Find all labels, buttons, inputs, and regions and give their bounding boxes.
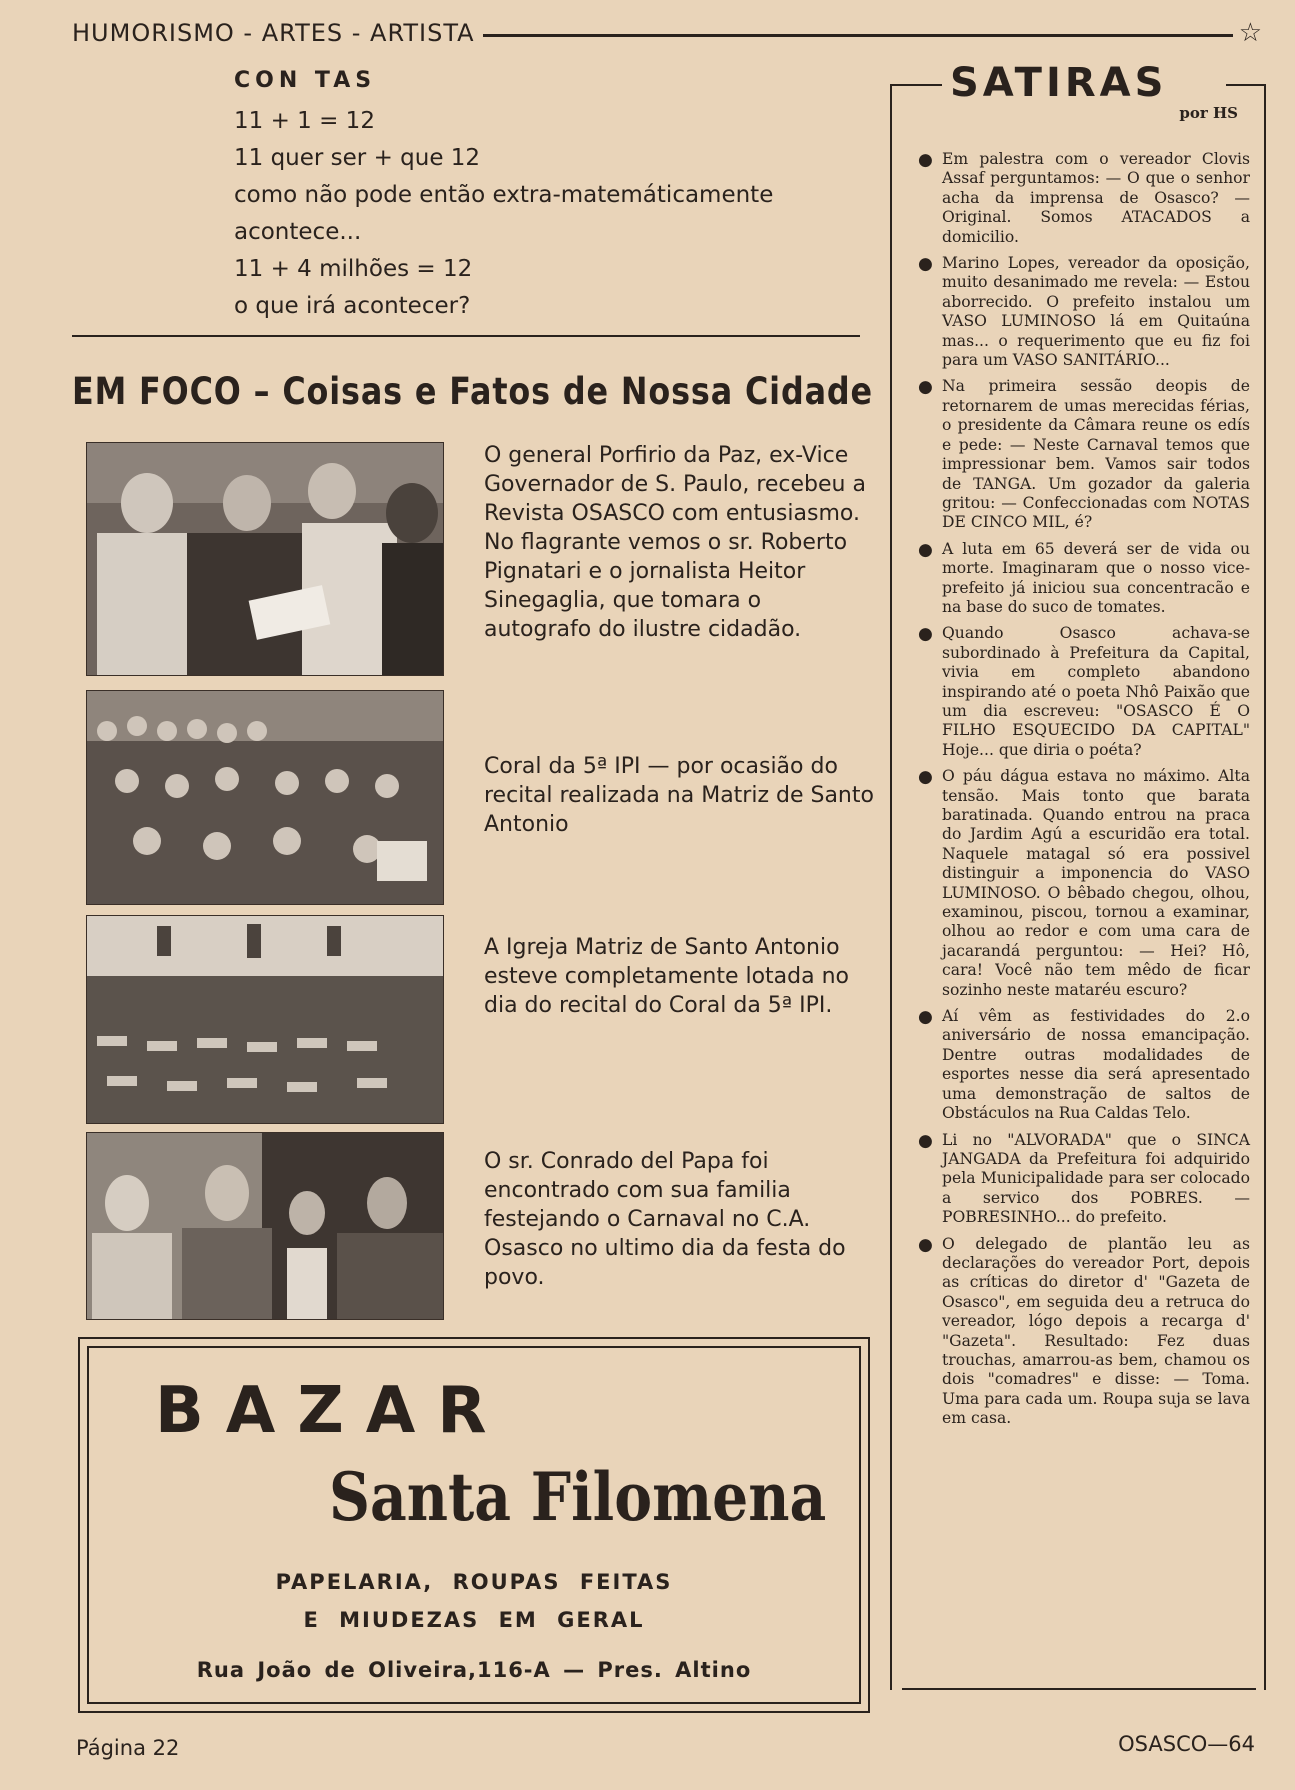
star-icon: ☆ [1238, 18, 1262, 48]
contas-line: 11 + 1 = 12 [234, 108, 375, 134]
section-divider [72, 335, 860, 337]
bullet-icon: ● [918, 767, 933, 788]
satiras-top-rule-right [1226, 84, 1266, 86]
contas-line: 11 quer ser + que 12 [234, 145, 481, 171]
bullet-icon: ● [918, 254, 933, 275]
photo-conrado-familia [86, 1132, 444, 1320]
list-item [918, 1235, 1250, 1429]
list-item [918, 377, 1250, 532]
satira-text: Na primeira sessão deopis de retornarem de umas merecidas férias, o presidente da Câmara reune os edís e pede: — Neste Carnaval temos que impressionar bem. Vamos sair todos de TANGA. Um gozador da galeria gritou: — Confeccionadas com NOTAS DE CINCO MIL, é? [942, 377, 1250, 532]
photo-igreja-matriz [86, 915, 444, 1124]
contas-poem [234, 68, 874, 325]
bullet-icon: ● [918, 377, 933, 398]
contas-title: CON TAS [234, 68, 377, 93]
ad-frame [87, 1346, 861, 1704]
list-item [918, 540, 1250, 618]
em-foco-heading: EM FOCO – Coisas e Fatos de Nossa Cidade [72, 370, 874, 413]
satira-text: O páu dágua estava no máximo. Alta tensão. Mais tonto que barata baratinada. Quando entrou na praca do Jardim Agú a escuridão era total. Naquele matagal só era possivel distinguir a imponencia do VASO LUMINOSO. O bêbado chegou, olhou, examinou, piscou, tornou a examinar, olhou ao redor e com uma cara de jacarandá perguntou: — Hei? Hô, cara! Você não tem mêdo de ficar sozinho neste mataréu escuro? [942, 767, 1250, 999]
caption-general: O general Porfirio da Paz, ex-Vice Governador de S. Paulo, recebeu a Revista OSASCO com entusiasmo. No flagrante vemos o sr. Roberto Pignatari e o jornalista Heitor Sinegaglia, que tomara o autografo do ilustre cidadão. [484, 443, 866, 642]
satira-text: Aí vêm as festividades do 2.o aniversário de nossa emancipação. Dentre outras modalidades de esportes nesse dia será apresentado uma demonstração de saltos de Obstáculos na Rua Caldas Telo. [942, 1007, 1250, 1123]
header-rule [483, 34, 1233, 37]
satiras-title: SATIRAS [950, 60, 1168, 106]
satira-text: Quando Osasco achava-se subordinado à Prefeitura da Capital, vivia em completo abandono inspirando até o poeta Nhô Paixão que um dia escreveu: "OSASCO É O FILHO ESQUECIDO DA CAPITAL" Hoje... que diria o poéta? [942, 624, 1250, 759]
bullet-icon: ● [918, 539, 933, 560]
bullet-icon: ● [918, 1130, 933, 1151]
satiras-top-rule-left [890, 84, 942, 86]
satiras-border-left [890, 84, 892, 1690]
contas-line: 11 + 4 milhões = 12 [234, 256, 473, 282]
bullet-icon: ● [918, 1234, 933, 1255]
satira-text: O delegado de plantão leu as declarações do vereador Port, depois as críticas do diretor d' "Gazeta de Osasco", em seguida deu a retruca do vereador, lógo depois a recarga d' "Gazeta". Resultado: Fez duas trouchas, amarrou-as bem, chamou os dois "comadres" e disse: — Toma. Uma para cada um. Roupa suja se lava em casa. [942, 1234, 1250, 1428]
satira-text: Em palestra com o vereador Clovis Assaf perguntamos: — O que o senhor acha da imprensa de Osasco? — Original. Somos ATACADOS a domicilio. [942, 150, 1250, 246]
satiras-border-right [1264, 84, 1266, 1690]
photo-coral-recital [86, 690, 444, 905]
ad-address: Rua João de Oliveira,116-A — Pres. Altino [196, 1658, 752, 1682]
list-item [918, 624, 1250, 760]
satira-text: A luta em 65 deverá ser de vida ou morte. Imaginaram que o nosso vice-prefeito já iniciou sua concentracão e na base do suco de tomates. [942, 539, 1250, 616]
caption-coral: Coral da 5ª IPI — por ocasião do recital realizada na Matriz de Santo Antonio [484, 754, 874, 837]
satiras-border-bottom [902, 1688, 1256, 1690]
contas-line: acontece... [234, 219, 362, 245]
ad-store-name: Santa Filomena [329, 1458, 827, 1536]
magazine-issue: OSASCO—64 [1118, 1732, 1255, 1756]
bullet-icon: ● [918, 1007, 933, 1028]
ad-products-line1: PAPELARIA, ROUPAS FEITAS [275, 1570, 673, 1594]
list-item [918, 150, 1250, 247]
bullet-icon: ● [918, 624, 933, 645]
bazar-advertisement [78, 1337, 870, 1713]
satiras-column [890, 60, 1266, 1690]
satiras-list [918, 150, 1250, 1436]
caption-conrado: O sr. Conrado del Papa foi encontrado com sua familia festejando o Carnaval no C.A. Osasco no ultimo dia da festa do povo. [484, 1149, 846, 1290]
satira-text: Li no "ALVORADA" que o SINCA JANGADA da Prefeitura foi adquirido pela Municipalidade para ser colocado a servico dos POBRES. — POBRESINHO... do prefeito. [942, 1130, 1250, 1227]
section-title: HUMORISMO - ARTES - ARTISTA [72, 19, 475, 47]
photo-general-autograph [86, 442, 444, 676]
satiras-byline: por HS [1179, 104, 1238, 122]
list-item [918, 1007, 1250, 1123]
list-item [918, 1131, 1250, 1228]
list-item [918, 254, 1250, 370]
contas-line: como não pode então extra-matemáticamente [234, 182, 774, 208]
page-number: Página 22 [76, 1736, 180, 1760]
bullet-icon: ● [918, 150, 933, 170]
caption-igreja: A Igreja Matriz de Santo Antonio esteve completamente lotada no dia do recital do Coral da 5ª IPI. [484, 935, 849, 1018]
ad-bazar-word: BAZAR [155, 1374, 509, 1448]
contas-line: o que irá acontecer? [234, 293, 471, 319]
ad-products-line2: E MIUDEZAS EM GERAL [303, 1608, 645, 1632]
satira-text: Marino Lopes, vereador da oposição, muito desanimado me revela: — Estou aborrecido. O prefeito instalou um VASO LUMINOSO lá em Quitaúna mas... o requerimento que eu fiz foi para um VASO SANITÁRIO... [942, 254, 1250, 370]
page-header [72, 16, 1262, 50]
list-item [918, 767, 1250, 1000]
